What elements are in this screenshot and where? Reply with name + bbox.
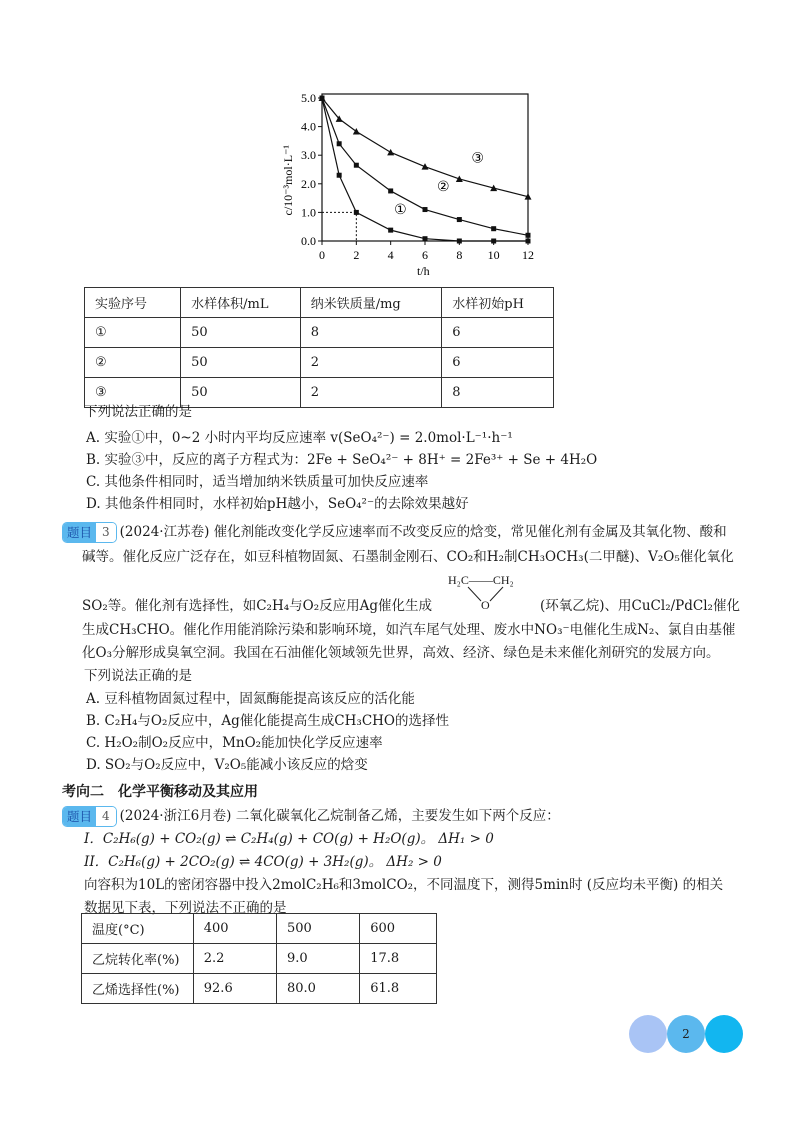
square-marker [491, 239, 496, 244]
x-tick-label: 10 [487, 248, 500, 262]
square-marker [526, 239, 531, 244]
question-3-line-4: 生成CH₃CHO。催化作用能消除污染和影响环境，如汽车尾气处理、废水中NO₃⁻电催化生成N₂、氯自由基催 [82, 622, 736, 638]
question-4-line-4: 向容积为10L的密闭容器中投入2molC₂H₆和3molCO₂，不同温度下，测得5min时 (反应均未平衡) 的相关 [84, 877, 724, 893]
y-tick-label: 1.0 [301, 205, 316, 220]
table-cell: 400 [193, 914, 276, 944]
table-cell: 80.0 [277, 974, 360, 1004]
y-tick-label: 3.0 [301, 148, 316, 163]
y-tick-label: 2.0 [301, 176, 316, 191]
series-label: ① [394, 201, 407, 218]
option-d: D. SO₂与O₂反应中，V₂O₅能减小该反应的焓变 [86, 757, 368, 773]
option-a: A. 实验①中，0~2 小时内平均反应速率 v(SeO₄²⁻) = 2.0mol·L⁻¹·h⁻¹ [86, 430, 513, 446]
table-row [82, 944, 437, 974]
table-row [82, 974, 437, 1004]
table-cell: 2 [300, 378, 442, 408]
square-marker [526, 233, 531, 238]
table-cell: 50 [181, 348, 301, 378]
y-tick-label: 4.0 [301, 119, 316, 134]
page-number-text: 2 [682, 1027, 690, 1041]
question-3-line-5: 化O₃分解形成臭氧空洞。我国在石油催化领域领先世界，高效、经济、绿色是未来催化剂研究的发展方向。 [82, 645, 720, 661]
option-c: C. 其他条件相同时，适当增加纳米铁质量可加快反应速率 [86, 474, 429, 490]
x-tick-label: 2 [353, 248, 360, 262]
table-cell: 500 [277, 914, 360, 944]
page-dot-right [705, 1015, 743, 1053]
table-cell: 水样体积/mL [181, 288, 301, 318]
series-line [322, 98, 528, 197]
table-cell: 600 [360, 914, 437, 944]
epoxide-top: H₂C——CH₂ [448, 573, 514, 587]
experiment-table [84, 287, 554, 408]
square-marker [337, 141, 342, 146]
table-row [85, 348, 554, 378]
table-cell: 92.6 [193, 974, 276, 1004]
table-cell: 2 [300, 348, 442, 378]
option-b: B. 实验③中，反应的离子方程式为：2Fe + SeO₄²⁻ + 8H⁺ = 2Fe³⁺ + Se + 4H₂O [86, 452, 598, 468]
x-tick-label: 0 [319, 248, 325, 262]
question-4-header [62, 806, 560, 827]
table-cell: 17.8 [360, 944, 437, 974]
table-cell: 乙烷转化率(%) [82, 944, 194, 974]
table-cell: ① [85, 318, 181, 348]
badge-label: 题目 [63, 523, 96, 542]
y-tick-label: 0.0 [301, 234, 316, 248]
epoxide-oxygen: O [481, 598, 490, 612]
table-cell: 乙烯选择性(%) [82, 974, 194, 1004]
reaction-2: II．C₂H₆(g) + 2CO₂(g) ⇌ 4CO(g) + 3H₂(g)。 ΔH₂ > 0 [84, 854, 442, 870]
question-prompt: 下列说法正确的是 [84, 404, 192, 420]
triangle-marker [387, 149, 394, 156]
square-marker [423, 236, 428, 241]
x-tick-label: 12 [522, 248, 534, 262]
table-cell: ③ [85, 378, 181, 408]
page-dot-left [629, 1015, 667, 1053]
square-marker [491, 226, 496, 231]
table-row [82, 914, 437, 944]
section-title: 考向二 化学平衡移动及其应用 [62, 784, 258, 800]
table-cell: 6 [442, 348, 554, 378]
square-marker [423, 207, 428, 212]
y-axis-label: c/10⁻³mol·L⁻¹ [281, 144, 295, 216]
question-3-line-3a: SO₂等。催化剂有选择性，如C₂H₄与O₂反应用Ag催化生成 [82, 598, 433, 614]
badge-label: 题目 [63, 807, 96, 826]
epoxide-structure [448, 570, 528, 615]
line-chart-svg [270, 85, 550, 285]
table-cell: 水样初始pH [442, 288, 554, 318]
reaction-1: I．C₂H₆(g) + CO₂(g) ⇌ C₂H₄(g) + CO(g) + H₂O(g)。 ΔH₁ > 0 [84, 831, 494, 847]
table-cell: 50 [181, 378, 301, 408]
concentration-time-chart [270, 85, 550, 285]
table-cell: 6 [442, 318, 554, 348]
square-marker [457, 217, 462, 222]
temperature-table [81, 913, 437, 1004]
table-cell: 2.2 [193, 944, 276, 974]
option-b: B. C₂H₄与O₂反应中，Ag催化能提高生成CH₃CHO的选择性 [86, 713, 449, 729]
question-prompt: 下列说法正确的是 [84, 668, 192, 684]
table-row [85, 318, 554, 348]
x-tick-label: 8 [456, 248, 463, 262]
table-cell: 温度(°C) [82, 914, 194, 944]
square-marker [337, 173, 342, 178]
table-cell: ② [85, 348, 181, 378]
series-label: ③ [471, 150, 484, 167]
question-4-line-5: 数据见下表，下列说法不正确的是 [84, 900, 287, 916]
square-marker [388, 188, 393, 193]
question-badge [62, 806, 117, 827]
option-c: C. H₂O₂制O₂反应中，MnO₂能加快化学反应速率 [86, 735, 383, 751]
x-tick-label: 4 [387, 248, 394, 262]
square-marker [354, 210, 359, 215]
square-marker [457, 239, 462, 244]
series-label: ② [437, 178, 450, 195]
table-cell: 实验序号 [85, 288, 181, 318]
question-badge [62, 522, 117, 543]
square-marker [388, 228, 393, 233]
table-cell: 纳米铁质量/mg [300, 288, 442, 318]
question-3-header [62, 522, 727, 543]
table-cell: 61.8 [360, 974, 437, 1004]
question-3-line-3b: (环氧乙烷)、用CuCl₂/PdCl₂催化 [540, 598, 740, 614]
x-tick-label: 6 [422, 248, 428, 262]
badge-number: 4 [96, 807, 116, 826]
question-3-line-1: (2024·江苏卷) 催化剂能改变化学反应速率而不改变反应的焓变，常见催化剂有金属及其氧化物、酸和 [119, 524, 727, 540]
badge-number: 3 [96, 523, 116, 542]
question-3-line-2: 碱等。催化反应广泛存在，如豆科植物固氮、石墨制金刚石、CO₂和H₂制CH₃OCH₃(二甲醚)、V₂O₅催化氧化 [82, 549, 734, 565]
dashed-guide [322, 212, 356, 241]
table-cell: 50 [181, 318, 301, 348]
table-cell: 8 [300, 318, 442, 348]
option-d: D. 其他条件相同时，水样初始pH越小，SeO₄²⁻的去除效果越好 [86, 496, 469, 512]
question-4-line-1: (2024·浙江6月卷) 二氧化碳氧化乙烷制备乙烯，主要发生如下两个反应： [119, 808, 560, 824]
x-axis-label: t/h [417, 264, 430, 278]
y-tick-label: 5.0 [301, 91, 316, 105]
table-cell: 9.0 [277, 944, 360, 974]
square-marker [354, 163, 359, 168]
table-row [85, 288, 554, 318]
page-number [667, 1015, 705, 1053]
table-cell: 8 [442, 378, 554, 408]
option-a: A. 豆科植物固氮过程中，固氮酶能提高该反应的活化能 [86, 691, 415, 707]
triangle-marker [422, 163, 429, 170]
